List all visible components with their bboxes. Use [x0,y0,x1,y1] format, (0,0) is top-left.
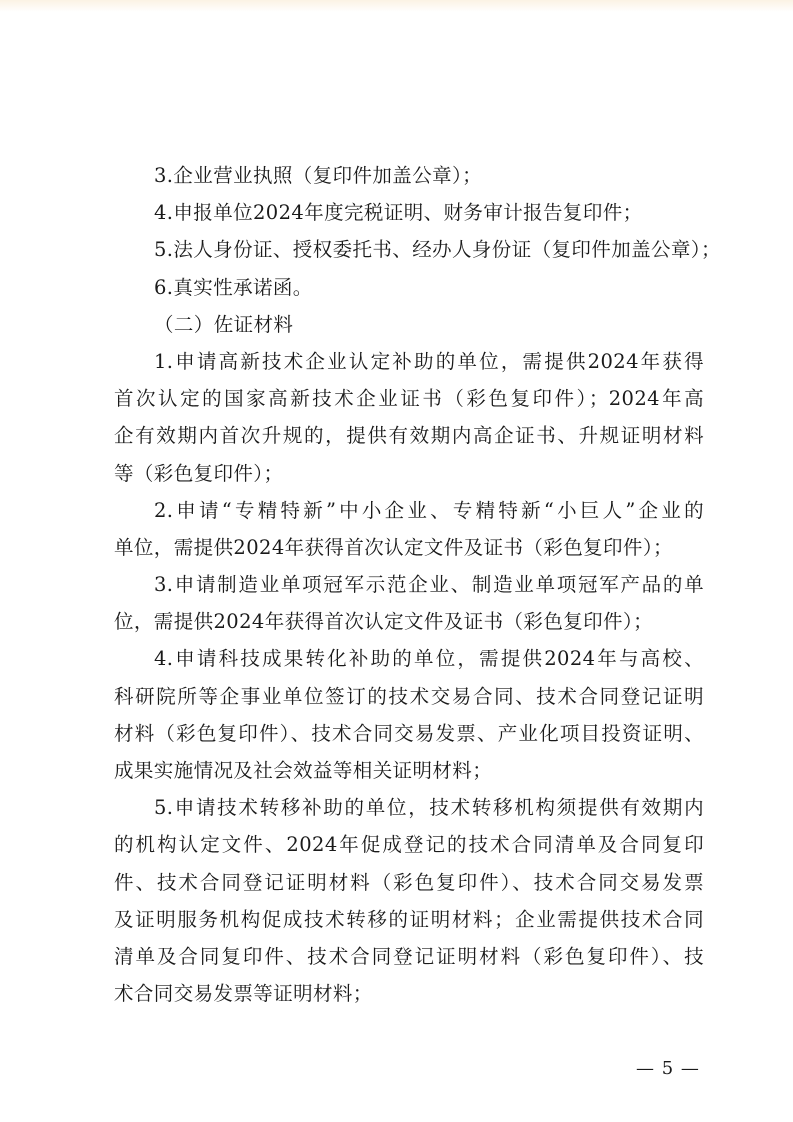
paragraph-line: 首次认定的国家高新技术企业证书（彩色复印件）；2024年高 [114,387,704,411]
paragraph-line: 4.申请科技成果转化补助的单位，需提供2024年与高校、 [154,647,704,671]
page-number: — 5 — [636,1058,700,1079]
paragraph-line: 术合同交易发票等证明材料； [114,982,373,1006]
paragraph-line: 5.申请技术转移补助的单位，技术转移机构须提供有效期内 [154,796,704,820]
paragraph-line: 件、技术合同登记证明材料（彩色复印件）、技术合同交易发票 [114,870,704,894]
paragraph-line: 2.申请“专精特新”中小企业、专精特新“小巨人”企业的 [154,498,704,522]
paragraph-line: 材料（彩色复印件）、技术合同交易发票、产业化项目投资证明、 [114,721,704,745]
paragraph-line: 科研院所等企事业单位签订的技术交易合同、技术合同登记证明 [114,684,704,708]
paragraph-line: 3.企业营业执照（复印件加盖公章）； [154,164,483,187]
paragraph-line: 企有效期内首次升规的，提供有效期内高企证书、升规证明材料 [114,424,704,448]
paragraph-line: 位，需提供2024年获得首次认定文件及证书（彩色复印件）； [114,610,653,634]
paragraph-line: 成果实施情况及社会效益等相关证明材料； [114,759,493,782]
scan-edge [0,0,793,12]
document-body [114,157,721,1012]
paragraph-line: 6.真实性承诺函。 [154,275,313,299]
section-heading: （二）佐证材料 [154,312,294,336]
paragraph-line: 及证明服务机构促成技术转移的证明材料；企业需提供技术合同 [114,907,704,931]
paragraph-line: 3.申请制造业单项冠军示范企业、制造业单项冠军产品的单 [154,573,704,597]
paragraph-line: 单位，需提供2024年获得首次认定文件及证书（彩色复印件）； [114,535,673,559]
paragraph-line: 的机构认定文件、2024年促成登记的技术合同清单及合同复印 [114,833,704,857]
paragraph-line: 4.申报单位2024年度完税证明、财务审计报告复印件； [154,201,643,225]
paragraph-line: 清单及合同复印件、技术合同登记证明材料（彩色复印件）、技 [114,944,704,968]
paragraph-line: 1.申请高新技术企业认定补助的单位，需提供2024年获得 [154,349,704,373]
paragraph-line: 5.法人身份证、授权委托书、经办人身份证（复印件加盖公章）； [154,238,721,262]
paragraph-line: 等（彩色复印件）； [114,461,284,485]
